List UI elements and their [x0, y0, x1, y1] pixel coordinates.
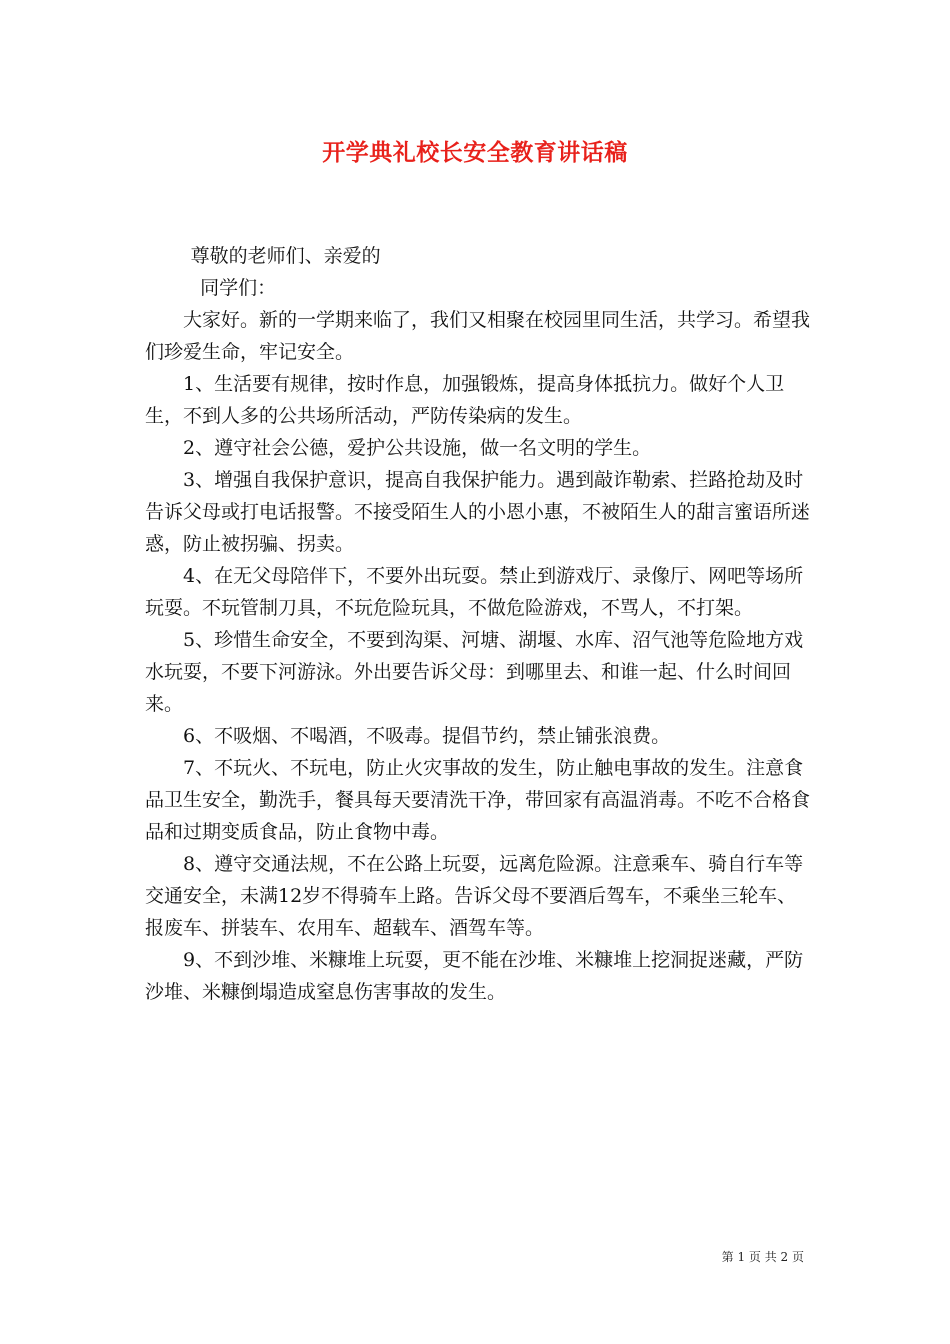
page-number-footer: 第 1 页 共 2 页 [721, 1250, 804, 1264]
rule-paragraph-9: 9、不到沙堆、米糠堆上玩耍，更不能在沙堆、米糠堆上挖洞捉迷藏，严防沙堆、米糠倒塌造成窒息伤害事故的发生。 [145, 949, 804, 1003]
rule-paragraph-1: 1、生活要有规律，按时作息，加强锻炼，提高身体抵抗力。做好个人卫生，不到人多的公共场所活动，严防传染病的发生。 [145, 373, 785, 427]
rule-paragraph-4: 4、在无父母陪伴下，不要外出玩耍。禁止到游戏厅、录像厅、网吧等场所玩耍。不玩管制刀具，不玩危险玩具，不做危险游戏，不骂人，不打架。 [145, 565, 804, 619]
document-body [145, 240, 810, 1008]
rule-paragraph-2: 2、遵守社会公德，爱护公共设施，做一名文明的学生。 [183, 437, 652, 459]
document-title: 开学典礼校长安全教育讲话稿 [322, 139, 628, 166]
salutation-line-2: 同学们： [200, 277, 277, 299]
rule-paragraph-7: 7、不玩火、不玩电，防止火灾事故的发生，防止触电事故的发生。注意食品卫生安全，勤洗手，餐具每天要清洗干净，带回家有高温消毒。不吃不合格食品和过期变质食品，防止食物中毒。 [145, 757, 811, 843]
rule-paragraph-6: 6、不吸烟、不喝酒，不吸毒。提倡节约，禁止铺张浪费。 [183, 725, 671, 747]
rule-paragraph-3: 3、增强自我保护意识，提高自我保护能力。遇到敲诈勒索、拦路抢劫及时告诉父母或打电话报警。不接受陌生人的小恩小惠，不被陌生人的甜言蜜语所迷惑，防止被拐骗、拐卖。 [145, 469, 811, 555]
greeting-paragraph: 大家好。新的一学期来临了，我们又相聚在校园里同生活，共学习。希望我们珍爱生命，牢记安全。 [145, 309, 811, 363]
rule-paragraph-5: 5、珍惜生命安全，不要到沟渠、河塘、湖堰、水库、沼气池等危险地方戏水玩耍，不要下河游泳。外出要告诉父母：到哪里去、和谁一起、什么时间回来。 [145, 629, 804, 715]
salutation-line-1: 尊敬的老师们、亲爱的 [190, 245, 381, 267]
rule-paragraph-8: 8、遵守交通法规，不在公路上玩耍，远离危险源。注意乘车、骑自行车等交通安全，未满12岁不得骑车上路。告诉父母不要酒后驾车，不乘坐三轮车、报废车、拼装车、农用车、超载车、酒驾车等。 [145, 853, 804, 939]
